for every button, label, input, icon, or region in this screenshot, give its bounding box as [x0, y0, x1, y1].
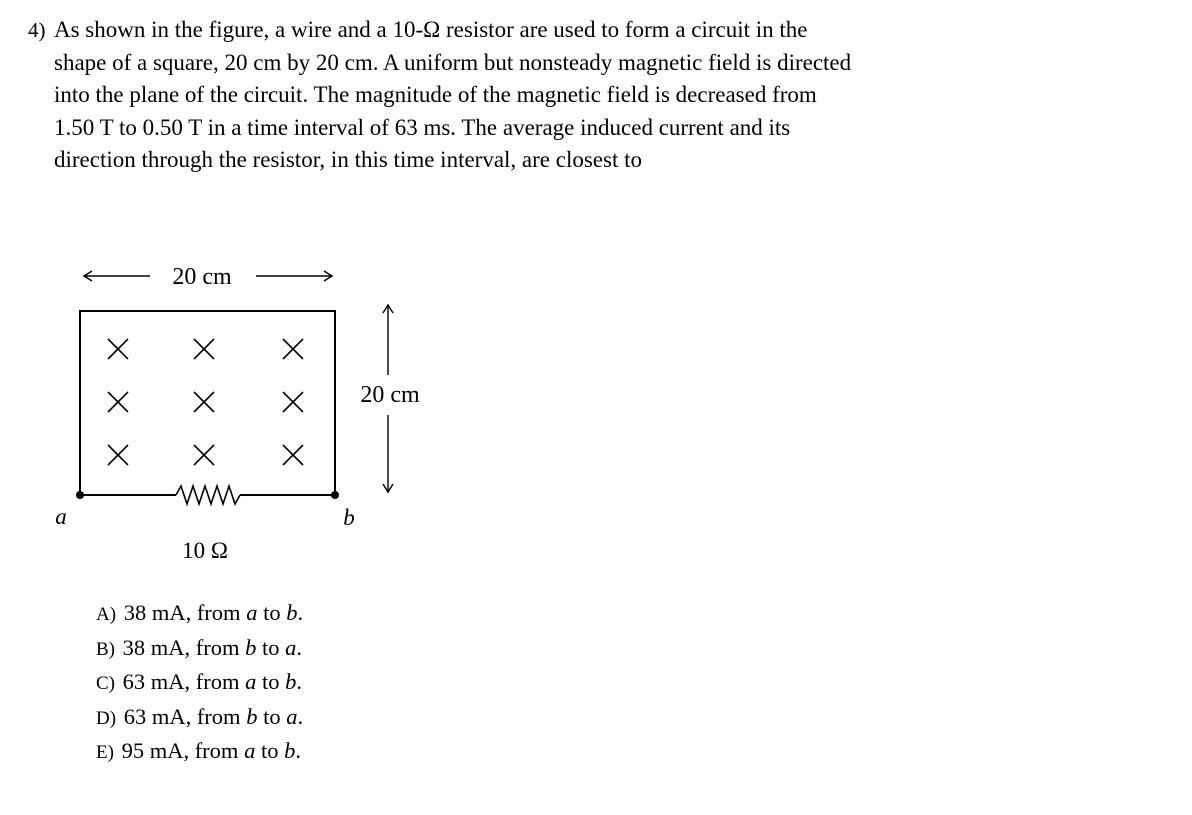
choice-from: b: [245, 634, 257, 660]
choice-to: b: [286, 600, 298, 625]
choice-text: 38 mA, from: [122, 634, 246, 660]
question-number: 4): [28, 18, 46, 42]
choice-letter: C): [96, 673, 115, 694]
question-line: direction through the resistor, in this time interval, are closest to: [54, 147, 642, 172]
field-cross-icon: [283, 445, 303, 465]
field-cross-icon: [283, 339, 303, 359]
question-line: into the plane of the circuit. The magnitude of the magnetic field is decreased from: [54, 82, 817, 107]
choice-end: .: [297, 703, 304, 729]
choice-e[interactable]: [96, 735, 303, 770]
choice-letter: B): [96, 638, 115, 660]
field-cross-icon: [108, 392, 128, 412]
field-cross-icon: [194, 392, 214, 412]
terminal-b-dot: [331, 491, 339, 499]
choice-b[interactable]: [96, 632, 303, 667]
choice-to: b: [285, 669, 297, 694]
field-cross-icon: [283, 392, 303, 412]
field-symbols: [108, 339, 303, 465]
choice-mid: to: [257, 703, 287, 729]
choice-d[interactable]: [96, 701, 303, 736]
choice-end: .: [296, 669, 303, 694]
choice-mid: to: [256, 669, 286, 694]
choice-mid: to: [255, 738, 285, 763]
choice-to: a: [286, 703, 298, 729]
field-cross-icon: [194, 445, 214, 465]
resistor-zigzag: [176, 486, 240, 504]
choice-end: .: [295, 738, 301, 763]
choice-letter: A): [96, 604, 117, 625]
choice-text: 63 mA, from: [122, 669, 246, 694]
choice-mid: to: [257, 600, 287, 625]
choice-text: 95 mA, from: [121, 738, 245, 763]
field-cross-icon: [108, 445, 128, 465]
choice-letter: E): [96, 742, 114, 763]
field-cross-icon: [194, 339, 214, 359]
choice-from: b: [246, 703, 258, 729]
width-label: 20 cm: [172, 264, 232, 290]
resistor-label: 10 Ω: [182, 538, 228, 563]
terminal-a-dot: [76, 491, 84, 499]
choice-letter: D): [96, 707, 117, 729]
answer-choices: [96, 597, 303, 770]
choice-c[interactable]: [96, 666, 303, 701]
choice-to: a: [285, 634, 297, 660]
choice-from: a: [246, 600, 258, 625]
point-a-label: a: [55, 504, 67, 529]
choice-a[interactable]: [96, 597, 303, 632]
question-line: 1.50 T to 0.50 T in a time interval of 63 ms. The average induced current and its: [54, 114, 791, 140]
circuit-loop: [80, 311, 335, 504]
height-label: 20 cm: [360, 382, 420, 408]
choice-text: 63 mA, from: [123, 703, 247, 729]
question-line: As shown in the figure, a wire and a 10-Ω resistor are used to form a circuit in the: [54, 17, 808, 42]
question-line: shape of a square, 20 cm by 20 cm. A uniform but nonsteady magnetic field is directed: [54, 49, 852, 75]
choice-from: a: [245, 669, 257, 694]
point-b-label: b: [343, 505, 355, 530]
choice-text: 38 mA, from: [123, 600, 247, 625]
choice-to: b: [284, 738, 296, 763]
choice-end: .: [297, 600, 304, 625]
choice-mid: to: [256, 634, 286, 660]
field-cross-icon: [108, 339, 128, 359]
choice-end: .: [296, 634, 303, 660]
choice-from: a: [244, 738, 256, 763]
